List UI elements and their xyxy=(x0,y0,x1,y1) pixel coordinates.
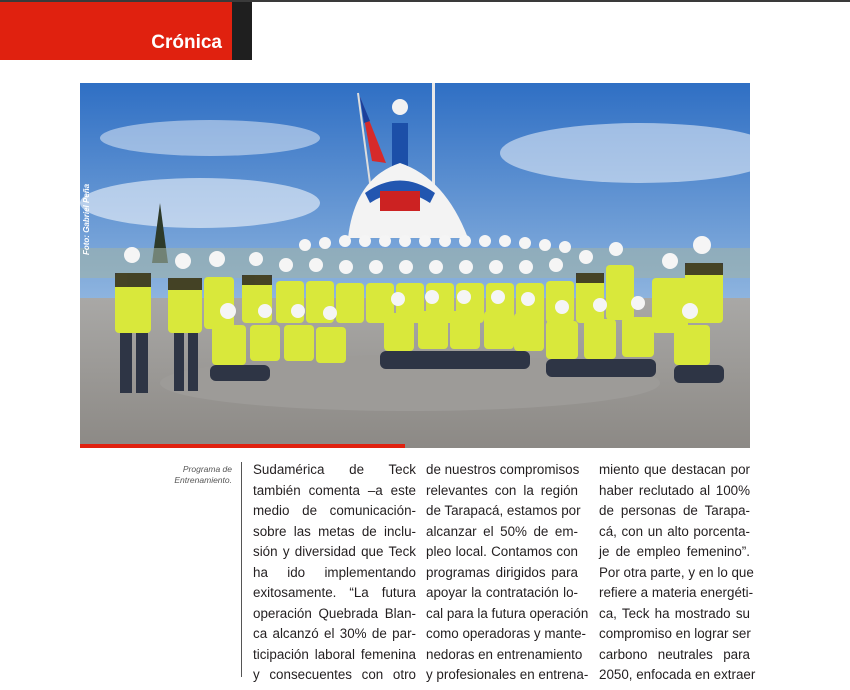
text-column-2 xyxy=(426,460,589,686)
text-line: de Tarapacá, estamos por xyxy=(426,503,581,518)
section-tab-edge xyxy=(232,2,252,60)
text-line: refiere a materia energéti- xyxy=(599,585,754,600)
text-line: pleo local. Contamos con xyxy=(426,544,578,559)
text-line: sobre las metas de inclu- xyxy=(253,523,416,539)
text-line: nedoras en entrenamiento xyxy=(426,646,583,662)
text-line: ca alcanzó el 30% de par- xyxy=(253,626,416,641)
text-line: miento que destacan por xyxy=(599,462,750,477)
text-line: carbono neutrales para xyxy=(599,646,750,662)
text-line: compromiso en lograr ser xyxy=(599,626,751,641)
text-line: de personas de Tarapa- xyxy=(599,503,750,518)
photo-credit: Foto: Gabriel Peña xyxy=(82,183,91,255)
text-line: programas dirigidos para xyxy=(426,564,578,580)
text-column-3 xyxy=(599,460,756,686)
caption-line: Entrenamiento. xyxy=(174,475,232,485)
text-line: sión y diversidad que Teck xyxy=(253,544,416,559)
text-line: exitosamente. “La futura xyxy=(253,585,416,600)
text-line: relevantes con la región xyxy=(426,482,578,498)
text-line: como operadoras y mante- xyxy=(426,626,587,641)
text-line: Sudamérica de Teck xyxy=(253,462,416,477)
section-tab xyxy=(0,2,232,60)
text-line: cá, con un alto porcenta- xyxy=(599,523,750,539)
caption-divider xyxy=(241,462,242,677)
text-column-1 xyxy=(253,460,416,686)
photo-caption xyxy=(160,464,232,486)
text-line: operación Quebrada Blan- xyxy=(253,605,416,621)
text-line: y consecuentes con otro xyxy=(253,667,416,682)
text-line: de nuestros compromisos xyxy=(426,462,580,477)
text-line: cal para la futura operación xyxy=(426,605,589,621)
text-line: ha ido implementando xyxy=(253,564,416,580)
text-line: medio de comunicación- xyxy=(253,503,416,518)
text-line: ticipación laboral femenina xyxy=(253,646,416,662)
group-photo xyxy=(80,83,750,448)
text-line: alcanzar el 50% de em- xyxy=(426,523,578,539)
text-line: je de empleo femenino”. xyxy=(599,544,750,559)
text-line: haber reclutado al 100% xyxy=(599,482,750,498)
caption-line: Programa de xyxy=(182,464,232,474)
text-line: ca, Teck ha mostrado su xyxy=(599,605,750,621)
section-label: Crónica xyxy=(151,32,222,53)
text-line: Por otra parte, y en lo que xyxy=(599,564,754,580)
text-line: y profesionales en entrena- xyxy=(426,667,589,682)
accent-bar xyxy=(80,444,405,448)
text-line: 2050, enfocada en extraer xyxy=(599,667,756,682)
text-line: apoyar la contratación lo- xyxy=(426,585,578,600)
text-line: también comenta –a este xyxy=(253,482,416,498)
